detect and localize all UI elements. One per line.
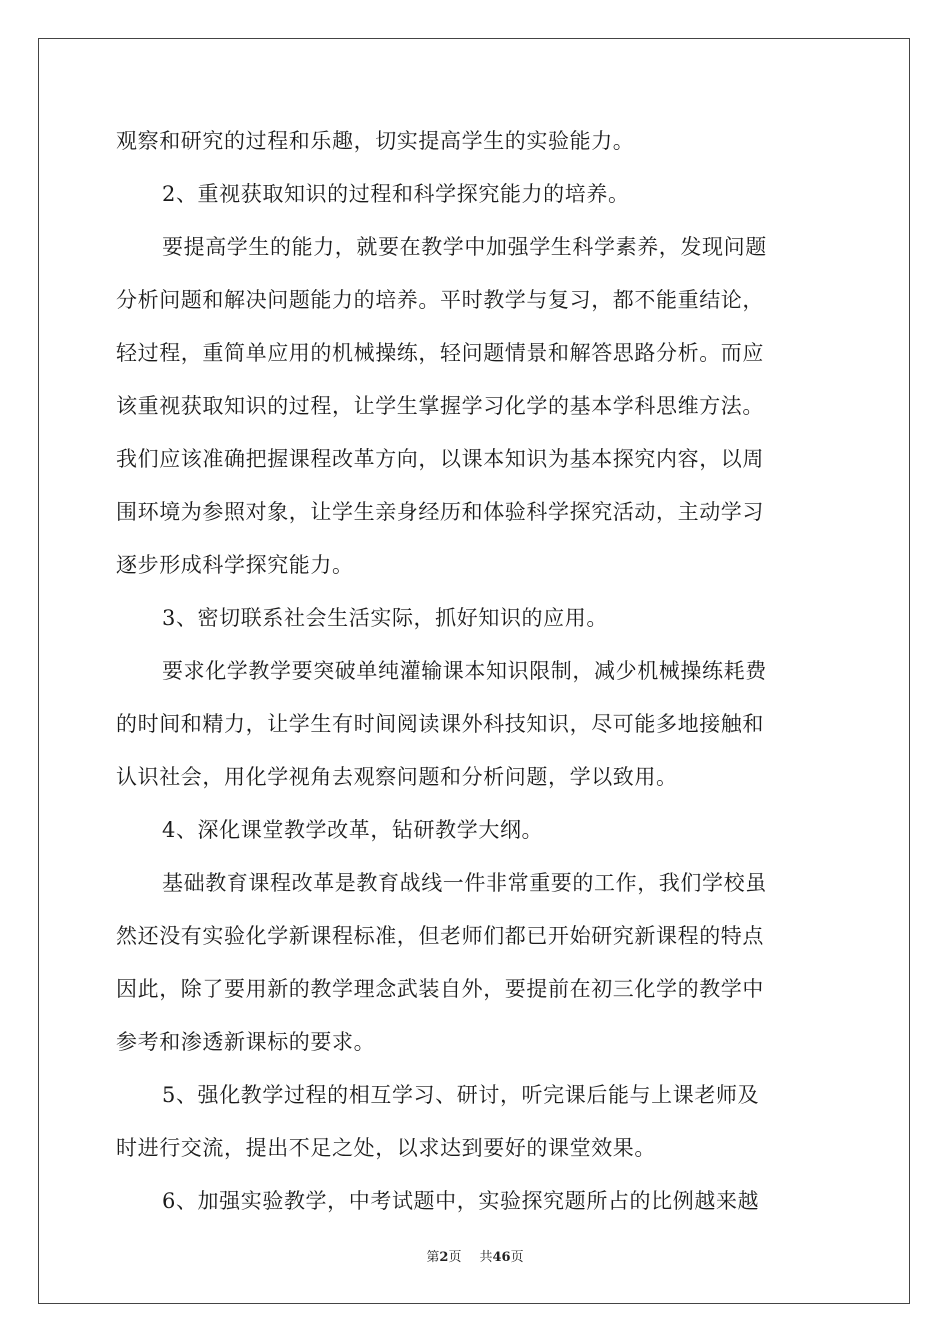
section-heading-6: 6、加强实验教学，中考试题中，实验探究题所占的比例越来越 [162,1189,760,1213]
paragraph-line: 认识社会，用化学视角去观察问题和分析问题，学以致用。 [116,765,678,789]
paragraph-line: 该重视获取知识的过程，让学生掌握学习化学的基本学科思维方法。 [116,394,764,418]
total-prefix: 共 [479,1250,493,1265]
section-heading-5: 5、强化教学过程的相互学习、研讨，听完课后能与上课老师及 [162,1083,760,1107]
paragraph-line: 我们应该准确把握课程改革方向，以课本知识为基本探究内容，以周 [116,447,764,471]
page-footer [0,1246,950,1265]
paragraph-line: 然还没有实验化学新课程标准，但老师们都已开始研究新课程的特点 [116,924,764,948]
paragraph-line: 围环境为参照对象，让学生亲身经历和体验科学探究活动，主动学习 [116,500,764,524]
paragraph-line: 的时间和精力，让学生有时间阅读课外科技知识，尽可能多地接触和 [116,712,764,736]
total-pages: 46 [492,1250,511,1265]
paragraph-line: 逐步形成科学探究能力。 [116,553,354,577]
page-current: 2 [439,1250,449,1265]
total-suffix: 页 [510,1250,524,1265]
paragraph-line: 因此，除了要用新的教学理念武装自外，要提前在初三化学的教学中 [116,977,764,1001]
paragraph-line: 参考和渗透新课标的要求。 [116,1030,376,1054]
paragraph-line: 基础教育课程改革是教育战线一件非常重要的工作，我们学校虽 [162,871,767,895]
paragraph-line: 分析问题和解决问题能力的培养。平时教学与复习，都不能重结论， [116,288,764,312]
section-heading-3: 3、密切联系社会生活实际，抓好知识的应用。 [162,606,608,630]
paragraph-line: 要求化学教学要突破单纯灌输课本知识限制，减少机械操练耗费 [162,659,767,683]
paragraph-line: 时进行交流，提出不足之处，以求达到要好的课堂效果。 [116,1136,656,1160]
paragraph-line: 轻过程，重简单应用的机械操练，轻问题情景和解答思路分析。而应 [116,341,764,365]
paragraph-line: 要提高学生的能力，就要在教学中加强学生科学素养，发现问题 [162,235,767,259]
section-heading-2: 2、重视获取知识的过程和科学探究能力的培养。 [162,182,630,206]
paragraph-line: 观察和研究的过程和乐趣，切实提高学生的实验能力。 [116,129,635,153]
section-heading-4: 4、深化课堂教学改革，钻研教学大纲。 [162,818,544,842]
page-prefix: 第 [426,1250,440,1265]
page-suffix: 页 [448,1250,462,1265]
